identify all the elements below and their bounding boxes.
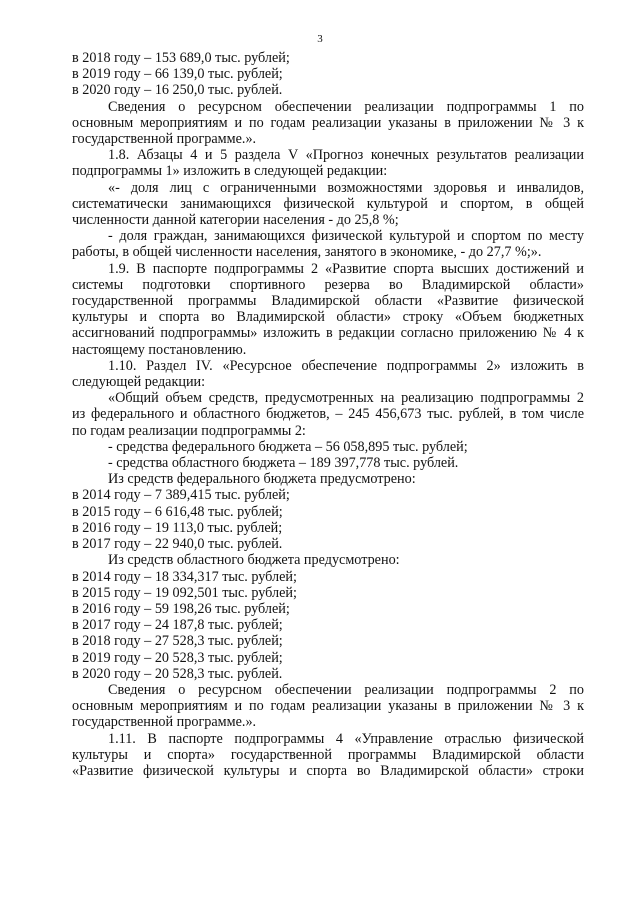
text-line: в 2017 году – 24 187,8 тыс. рублей;: [72, 617, 283, 634]
text-line: из федерального и областного бюджетов, – 245 456,673 тыс. рублей, в том числе: [72, 406, 584, 423]
text-line: в 2015 году – 6 616,48 тыс. рублей;: [72, 503, 283, 520]
text-line: по годам реализации подпрограммы 2:: [72, 422, 306, 439]
text-line: 1.8. Абзацы 4 и 5 раздела V «Прогноз конечных результатов реализации: [108, 147, 584, 164]
text-line: численности данной категории населения - до 25,8 %;: [72, 212, 399, 229]
text-line: в 2018 году – 153 689,0 тыс. рублей;: [72, 50, 290, 66]
text-line: 1.9. В паспорте подпрограммы 2 «Развитие спорта высших достижений и: [108, 260, 584, 277]
text-line: «- доля лиц с ограниченными возможностями здоровья и инвалидов,: [108, 179, 584, 196]
text-line: - доля граждан, занимающихся физической культурой и спортом по месту: [108, 228, 584, 245]
text-line: в 2015 году – 19 092,501 тыс. рублей;: [72, 584, 297, 601]
text-line: Из средств федерального бюджета предусмотрено:: [108, 471, 416, 488]
text-line: в 2020 году – 16 250,0 тыс. рублей.: [72, 82, 283, 99]
text-line: основным мероприятиям и по годам реализации указаны в приложении № 3 к: [72, 114, 584, 131]
text-line: работы, в общей численности населения, занятого в экономике, - до 27,7 %;».: [72, 244, 542, 261]
text-line: следующей редакции:: [72, 374, 206, 391]
document-body: [72, 50, 584, 779]
text-line: государственной программы Владимирской области «Развитие физической: [72, 293, 584, 310]
text-line: в 2014 году – 7 389,415 тыс. рублей;: [72, 487, 290, 504]
text-line: 1.10. Раздел IV. «Ресурсное обеспечение подпрограммы 2» изложить в: [108, 357, 584, 374]
text-line: в 2014 году – 18 334,317 тыс. рублей;: [72, 568, 297, 585]
text-line: в 2016 году – 59 198,26 тыс. рублей;: [72, 600, 290, 617]
text-line: в 2019 году – 20 528,3 тыс. рублей;: [72, 649, 283, 666]
text-line: Из средств областного бюджета предусмотрено:: [108, 552, 400, 569]
text-line: 1.11. В паспорте подпрограммы 4 «Управление отраслью физической: [108, 730, 584, 747]
page-number: 3: [317, 33, 323, 45]
text-line: культуры и спорта» государственной программы Владимирской области: [72, 746, 584, 763]
text-line: в 2016 году – 19 113,0 тыс. рублей;: [72, 519, 283, 536]
text-line: культуры и спорта во Владимирской области» строку «Объем бюджетных: [72, 309, 584, 326]
text-line: «Общий объем средств, предусмотренных на реализацию подпрограммы 2: [108, 390, 584, 407]
text-line: систематически занимающихся физической культурой и спортом, в общей: [72, 195, 584, 212]
text-line: - средства федерального бюджета – 56 058,895 тыс. рублей;: [108, 438, 468, 455]
text-line: Сведения о ресурсном обеспечении реализации подпрограммы 1 по: [108, 98, 584, 115]
text-line: системы подготовки спортивного резерва во Владимирской области»: [72, 276, 584, 293]
text-line: «Развитие физической культуры и спорта во Владимирской области» строки: [72, 762, 584, 779]
text-line: подпрограммы 1» изложить в следующей редакции:: [72, 163, 388, 180]
text-line: государственной программе.».: [72, 714, 257, 731]
text-line: основным мероприятиям и по годам реализации указаны в приложении № 3 к: [72, 698, 584, 715]
text-line: - средства областного бюджета – 189 397,778 тыс. рублей.: [108, 455, 459, 472]
text-line: в 2020 году – 20 528,3 тыс. рублей.: [72, 665, 283, 682]
text-line: в 2018 году – 27 528,3 тыс. рублей;: [72, 633, 283, 650]
text-line: Сведения о ресурсном обеспечении реализации подпрограммы 2 по: [108, 681, 584, 698]
text-line: государственной программе.».: [72, 131, 257, 148]
text-line: настоящему постановлению.: [72, 341, 247, 358]
text-line: в 2017 году – 22 940,0 тыс. рублей.: [72, 536, 283, 553]
text-line: в 2019 году – 66 139,0 тыс. рублей;: [72, 66, 283, 83]
text-line: ассигнований подпрограммы» изложить в редакции согласно приложению № 4 к: [72, 325, 584, 342]
